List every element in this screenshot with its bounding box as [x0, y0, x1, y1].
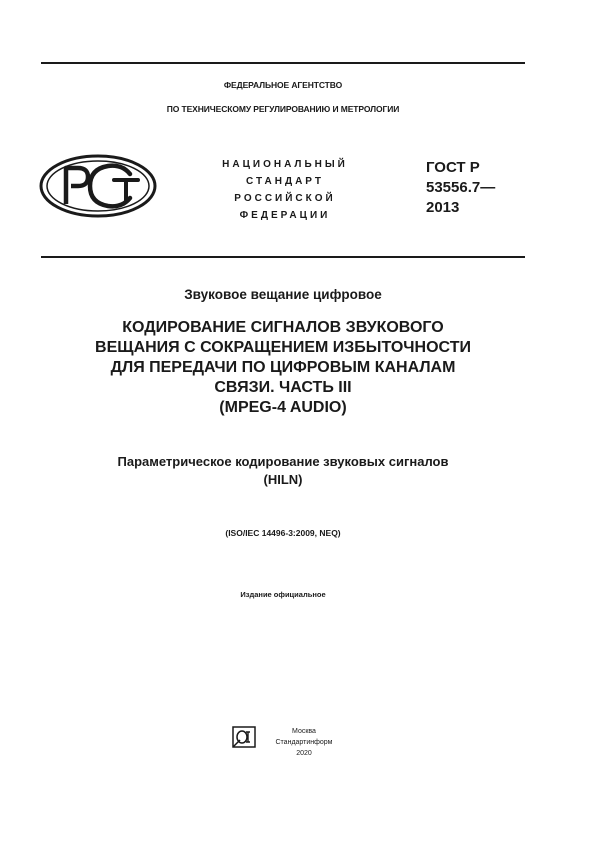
edition-note: Издание официальное — [240, 590, 326, 599]
publisher-name: Стандартинформ — [275, 739, 333, 746]
document-main-title — [41, 318, 525, 418]
main-title-line: ВЕЩАНИЯ С СОКРАЩЕНИЕМ ИЗБЫТОЧНОСТИ — [95, 339, 471, 356]
publisher-city: Москва — [292, 728, 316, 735]
standard-type-block — [190, 156, 380, 224]
designation-number: 53556.7— — [426, 179, 496, 196]
iso-reference: (ISO/IEC 14496-3:2009, NEQ) — [225, 528, 341, 538]
agency-name-line-1: ФЕДЕРАЛЬНОЕ АГЕНТСТВО — [223, 80, 343, 90]
standard-type-line: СТАНДАРТ — [246, 176, 324, 187]
designation-prefix: ГОСТ Р — [426, 159, 480, 176]
standard-type-line: ФЕДЕРАЦИИ — [239, 210, 331, 221]
subtitle-line: (HILN) — [263, 472, 303, 487]
standard-type-line: РОССИЙСКОЙ — [234, 193, 336, 204]
publisher-year: 2020 — [296, 750, 312, 757]
main-title-line: КОДИРОВАНИЕ СИГНАЛОВ ЗВУКОВОГО — [122, 319, 444, 336]
top-rule — [41, 62, 525, 64]
main-title-line: ДЛЯ ПЕРЕДАЧИ ПО ЦИФРОВЫМ КАНАЛАМ — [110, 359, 456, 376]
standartinform-logo-icon — [232, 726, 256, 748]
document-subtitle — [41, 453, 525, 489]
subtitle-line: Параметрическое кодирование звуковых сигналов — [117, 454, 449, 469]
rst-certification-mark-icon — [38, 154, 158, 218]
standard-type-line: НАЦИОНАЛЬНЫЙ — [222, 159, 348, 170]
document-subject: Звуковое вещание цифровое — [184, 287, 382, 302]
standard-designation — [426, 158, 536, 218]
designation-year: 2013 — [426, 199, 460, 216]
main-title-line: (MPEG-4 AUDIO) — [219, 399, 347, 416]
agency-name-line-2: ПО ТЕХНИЧЕСКОМУ РЕГУЛИРОВАНИЮ И МЕТРОЛОГИИ — [166, 104, 400, 114]
main-title-line: СВЯЗИ. ЧАСТЬ III — [214, 379, 352, 396]
publisher-block — [262, 726, 346, 759]
middle-rule — [41, 256, 525, 258]
